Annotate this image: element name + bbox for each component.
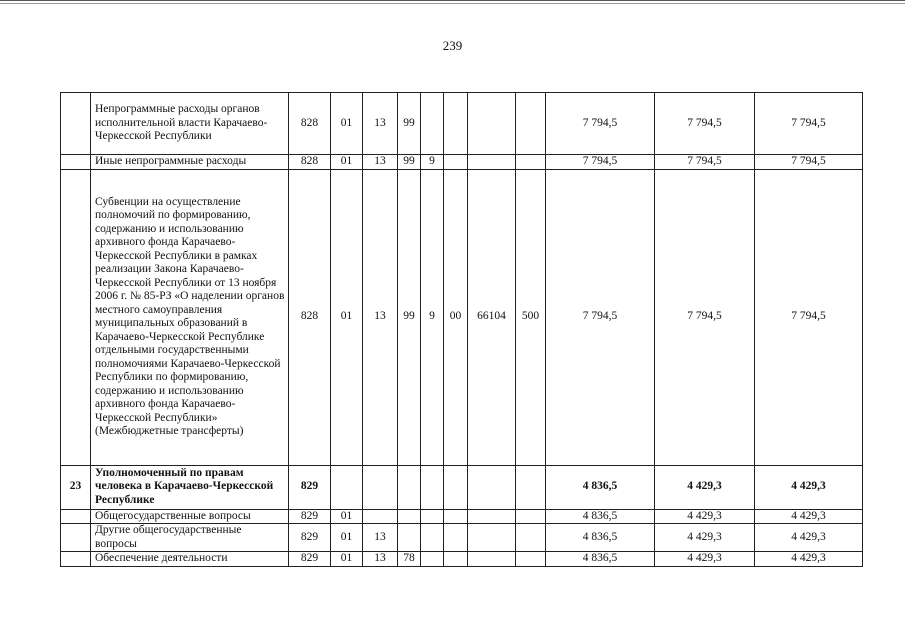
target-article-part3-cell [444, 155, 468, 170]
department-code-cell: 829 [289, 465, 331, 509]
amount-year2-cell: 7 794,5 [655, 93, 755, 155]
target-article-part1-cell [398, 509, 421, 524]
target-article-part1-cell [398, 524, 421, 552]
amount-year1-cell: 4 836,5 [546, 524, 655, 552]
target-article-part4-cell [468, 524, 516, 552]
expense-type-cell [516, 524, 546, 552]
amount-year1-cell: 7 794,5 [546, 155, 655, 170]
item-name-cell: Общегосударственные вопросы [91, 509, 289, 524]
expense-type-cell: 500 [516, 169, 546, 465]
amount-year3-cell: 4 429,3 [755, 552, 863, 567]
item-name-cell: Другие общегосударственные вопросы [91, 524, 289, 552]
target-article-part2-cell [421, 93, 444, 155]
expense-type-cell [516, 509, 546, 524]
top-border-line-secondary [0, 3, 905, 4]
subsection-code-cell [363, 465, 398, 509]
target-article-part2-cell: 9 [421, 155, 444, 170]
table-row [61, 169, 863, 465]
section-code-cell [331, 465, 363, 509]
section-code-cell: 01 [331, 552, 363, 567]
item-name-cell: Обеспечение деятельности [91, 552, 289, 567]
section-code-cell: 01 [331, 93, 363, 155]
page-number: 239 [442, 38, 463, 53]
amount-year3-cell: 4 429,3 [755, 509, 863, 524]
target-article-part2-cell [421, 552, 444, 567]
amount-year2-cell: 7 794,5 [655, 155, 755, 170]
target-article-part3-cell [444, 93, 468, 155]
section-code-cell: 01 [331, 169, 363, 465]
target-article-part1-cell [398, 465, 421, 509]
budget-table [60, 92, 863, 567]
target-article-part3-cell [444, 524, 468, 552]
amount-year1-cell: 4 836,5 [546, 509, 655, 524]
department-code-cell: 829 [289, 552, 331, 567]
row-number-cell [61, 155, 91, 170]
amount-year2-cell: 7 794,5 [655, 169, 755, 465]
amount-year1-cell: 4 836,5 [546, 465, 655, 509]
target-article-part3-cell: 00 [444, 169, 468, 465]
target-article-part4-cell: 66104 [468, 169, 516, 465]
target-article-part1-cell: 99 [398, 93, 421, 155]
expense-type-cell [516, 465, 546, 509]
row-number-cell [61, 509, 91, 524]
amount-year3-cell: 7 794,5 [755, 155, 863, 170]
amount-year2-cell: 4 429,3 [655, 509, 755, 524]
expense-type-cell [516, 155, 546, 170]
item-name-cell: Непрограммные расходы органов исполнительной власти Карачаево-Черкесской Республики [91, 93, 289, 155]
amount-year3-cell: 7 794,5 [755, 169, 863, 465]
department-code-cell: 828 [289, 93, 331, 155]
item-name-cell: Иные непрограммные расходы [91, 155, 289, 170]
department-code-cell: 828 [289, 169, 331, 465]
subsection-code-cell [363, 509, 398, 524]
row-number-cell: 23 [61, 465, 91, 509]
subsection-code-cell: 13 [363, 524, 398, 552]
subsection-code-cell: 13 [363, 169, 398, 465]
amount-year2-cell: 4 429,3 [655, 552, 755, 567]
target-article-part1-cell: 78 [398, 552, 421, 567]
item-name-cell: Субвенции на осуществление полномочий по формированию, содержанию и использованию архивного фонда Карачаево-Черкесской Республики в рамках реализации Закона Карачаево-Черкесской Республики от 13 ноября 2006 г. № 85-РЗ «О наделении органов местного самоуправления муниципальных образований в Карачаево-Черкесской Республике отдельными государственными полномочиями Карачаево-Черкесской Республики по формированию, содержанию и использованию архивного фонда Карачаево-Черкесской Республики» (Межбюджетные трансферты) [91, 169, 289, 465]
department-code-cell: 828 [289, 155, 331, 170]
amount-year3-cell: 4 429,3 [755, 465, 863, 509]
amount-year1-cell: 7 794,5 [546, 169, 655, 465]
subsection-code-cell: 13 [363, 155, 398, 170]
target-article-part2-cell: 9 [421, 169, 444, 465]
row-number-cell [61, 93, 91, 155]
department-code-cell: 829 [289, 509, 331, 524]
target-article-part4-cell [468, 552, 516, 567]
amount-year3-cell: 7 794,5 [755, 93, 863, 155]
target-article-part3-cell [444, 509, 468, 524]
row-number-cell [61, 552, 91, 567]
target-article-part1-cell: 99 [398, 169, 421, 465]
table-row [61, 524, 863, 552]
amount-year1-cell: 4 836,5 [546, 552, 655, 567]
section-code-cell: 01 [331, 155, 363, 170]
target-article-part2-cell [421, 509, 444, 524]
table-row [61, 552, 863, 567]
table-body [61, 93, 863, 567]
target-article-part2-cell [421, 524, 444, 552]
table-row [61, 509, 863, 524]
table-row [61, 93, 863, 155]
row-number-cell [61, 524, 91, 552]
department-code-cell: 829 [289, 524, 331, 552]
top-border-line [0, 0, 905, 1]
target-article-part4-cell [468, 509, 516, 524]
target-article-part4-cell [468, 155, 516, 170]
table-row [61, 465, 863, 509]
subsection-code-cell: 13 [363, 93, 398, 155]
section-code-cell: 01 [331, 509, 363, 524]
table-row [61, 155, 863, 170]
target-article-part2-cell [421, 465, 444, 509]
row-number-cell [61, 169, 91, 465]
target-article-part3-cell [444, 465, 468, 509]
amount-year2-cell: 4 429,3 [655, 524, 755, 552]
amount-year2-cell: 4 429,3 [655, 465, 755, 509]
expense-type-cell [516, 552, 546, 567]
subsection-code-cell: 13 [363, 552, 398, 567]
section-code-cell: 01 [331, 524, 363, 552]
target-article-part1-cell: 99 [398, 155, 421, 170]
item-name-cell: Уполномоченный по правам человека в Карачаево-Черкесской Республике [91, 465, 289, 509]
amount-year3-cell: 4 429,3 [755, 524, 863, 552]
amount-year1-cell: 7 794,5 [546, 93, 655, 155]
target-article-part4-cell [468, 465, 516, 509]
expense-type-cell [516, 93, 546, 155]
target-article-part3-cell [444, 552, 468, 567]
target-article-part4-cell [468, 93, 516, 155]
